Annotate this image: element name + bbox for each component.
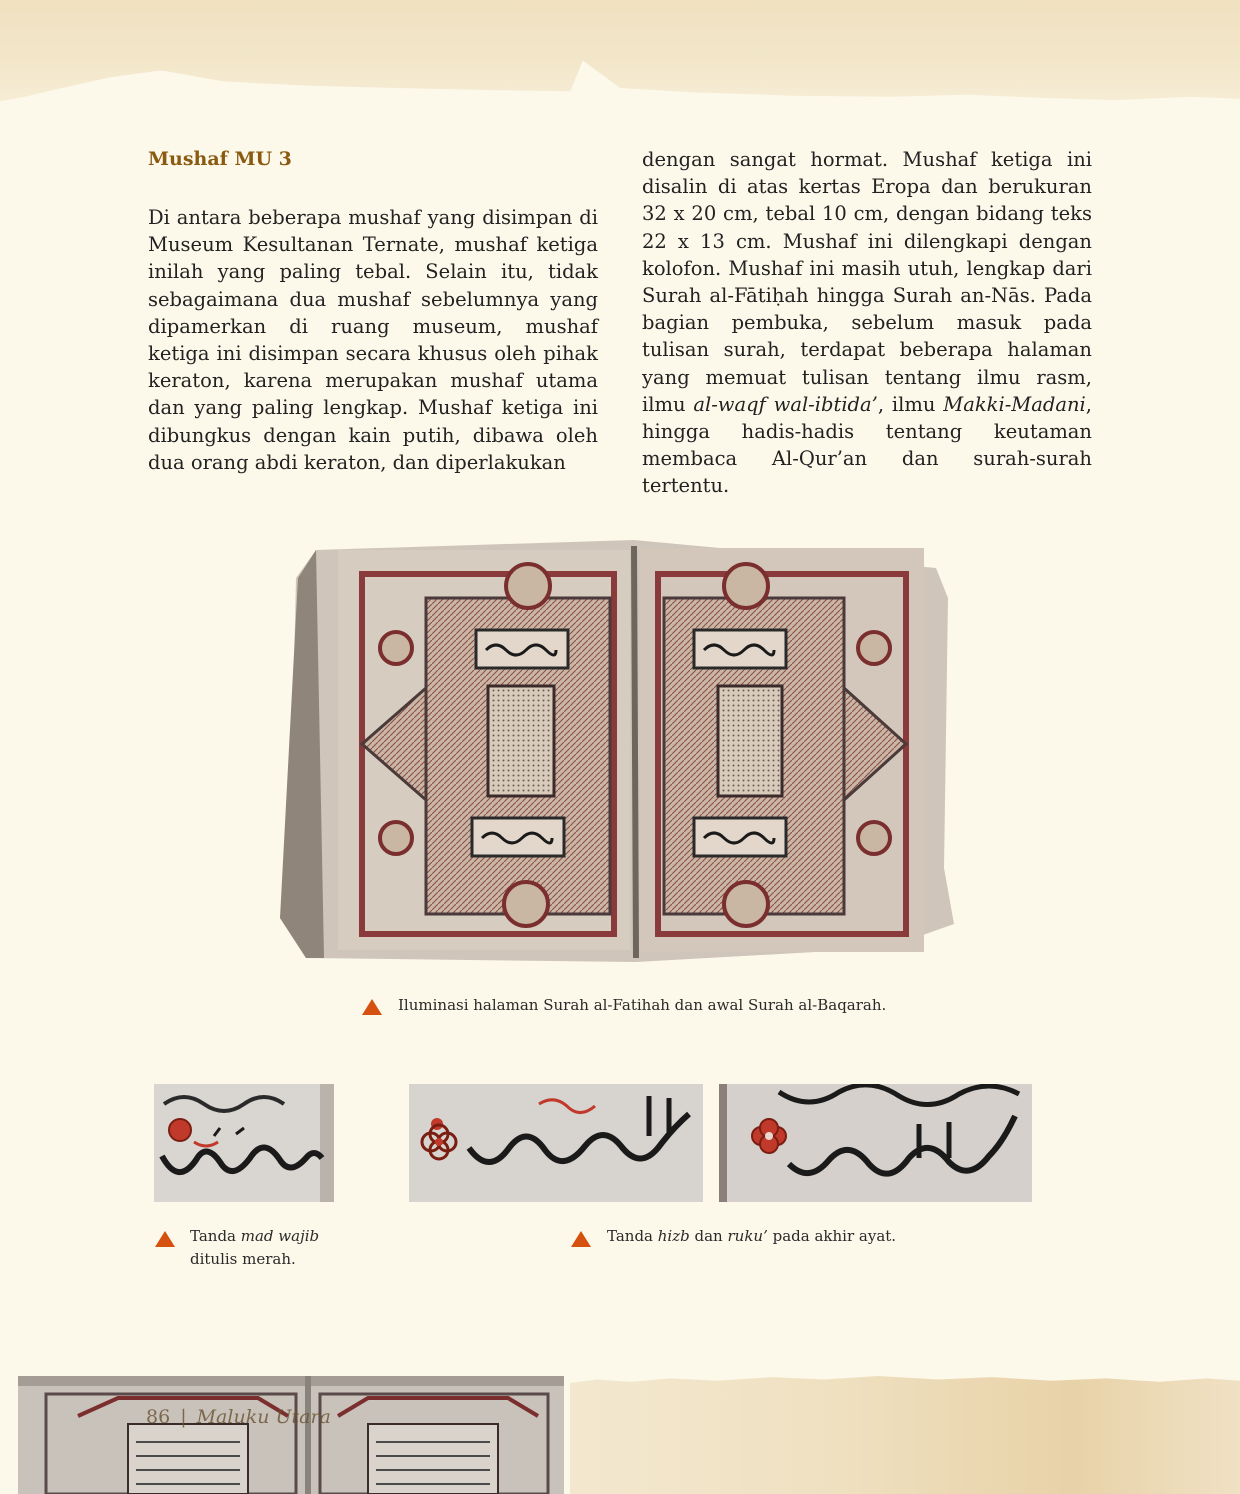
text-segment: , hingga hadis-hadis tentang keutaman membaca Al-Qur’an dan surah-surah tertentu.: [642, 392, 1092, 498]
body-column-right: [642, 146, 1092, 500]
section-title: Mushaf MU 3: [148, 148, 292, 170]
caption-text: Tanda: [607, 1227, 658, 1245]
caption-marker-icon: [155, 1231, 175, 1247]
italic-term: ruku’: [727, 1227, 768, 1245]
text-segment: dengan sangat hormat. Mushaf ketiga ini disalin di atas kertas Eropa dan berukuran 32 x 20 cm, tebal 10 cm, dengan bidang teks 22 x 13 cm. Mushaf ini dilengkapi dengan kolofon. Mushaf ini masih utuh, lengkap dari Surah al-Fātiḥah hingga Surah an-Nās. Pada bagian pembuka, sebelum masuk pada tulisan surah, terdapat beberapa halaman yang memuat tulisan tentang ilmu rasm, ilmu: [642, 148, 1092, 416]
folio-separator: |: [180, 1406, 187, 1428]
caption-text: ditulis merah.: [190, 1250, 296, 1268]
page-folio: [146, 1406, 331, 1428]
italic-term: Makki-Madani: [943, 392, 1086, 416]
torn-paper-header: [0, 0, 1240, 110]
text-segment: , ilmu: [877, 392, 944, 416]
book-title: Maluku Utara: [196, 1406, 331, 1428]
italic-term: al-waqf wal-ibtida’: [693, 392, 878, 416]
thumbnail-hizb: [409, 1084, 703, 1202]
caption-mad-wajib: [190, 1225, 319, 1271]
caption-text: Tanda: [190, 1227, 241, 1245]
thumbnail-mad-wajib: [154, 1084, 334, 1202]
caption-marker-icon: [571, 1231, 591, 1247]
footer-manuscript-photo: [18, 1376, 564, 1494]
body-column-left: Di antara beberapa mushaf yang disimpan di Museum Kesultanan Ternate, mushaf ketiga inilah yang paling tebal. Selain itu, tidak sebagaimana dua mushaf sebelumnya yang dipamerkan di ruang museum, mushaf ketiga ini disimpan secara khusus oleh pihak keraton, karena merupakan mushaf utama dan yang paling lengkap. Mushaf ketiga ini dibungkus dengan kain putih, dibawa oleh dua orang abdi keraton, dan diperlakukan: [148, 206, 598, 474]
thumbnail-ruku: [719, 1084, 1032, 1202]
caption-text: pada akhir ayat.: [767, 1227, 897, 1245]
manuscript-photo: [276, 538, 954, 966]
italic-term: hizb: [657, 1227, 690, 1245]
caption-hizb-ruku: [607, 1225, 896, 1248]
caption-text: dan: [689, 1227, 728, 1245]
italic-term: mad wajib: [240, 1227, 320, 1245]
footer-paper-photo: [570, 1376, 1240, 1494]
page-number: 86: [146, 1406, 171, 1428]
caption-marker-icon: [362, 999, 382, 1015]
caption-main: Iluminasi halaman Surah al-Fatihah dan awal Surah al-Baqarah.: [398, 996, 887, 1014]
